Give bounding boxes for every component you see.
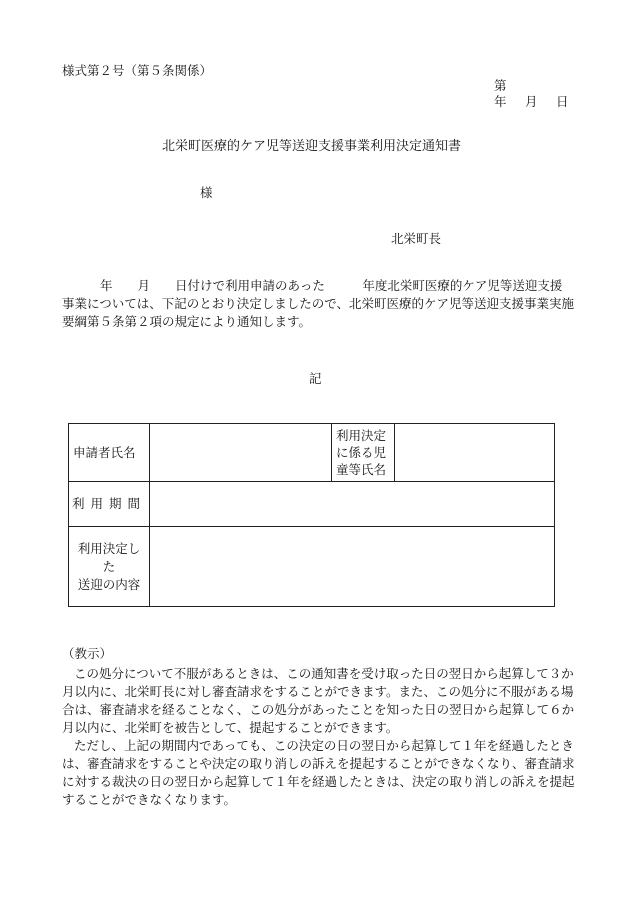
transport-content-label: [69, 527, 150, 607]
child-name-cell: [395, 424, 555, 482]
decision-table: [68, 423, 555, 607]
transport-content-label-line-1: 利用決定した: [77, 540, 141, 574]
body-text: [62, 277, 577, 331]
child-name-label-line-1: 利用決定: [336, 428, 387, 443]
notice-heading: （教示）: [62, 646, 113, 661]
addressee-suffix: 様: [200, 185, 213, 200]
document-title: 北栄町医療的ケア児等送迎支援事業利用決定通知書: [162, 139, 462, 154]
date-month-label: 月: [525, 94, 538, 109]
ki-heading: 記: [309, 371, 322, 386]
issuer-name: 北栄町長: [391, 231, 442, 246]
date-day-label: 日: [556, 94, 569, 109]
body-line-1: 年 月 日付けで利用申請のあった 年度北栄町医療的ケア児等送迎支援: [100, 278, 563, 293]
applicant-name-label: 申請者氏名: [69, 424, 150, 482]
date-year-label: 年: [494, 94, 507, 109]
notice-paragraph-2: ただし、上記の期間内であっても、この決定の日の翌日から起算して１年を経過したときは、審査請求をすることや決定の取り消しの訴えを提起することができなくなり、審査請求に対する裁決の日の翌日から起算して１年を経過したときは、決定の取り消しの訴えを提起することができなくなります。: [62, 738, 575, 807]
usage-period-cell: [150, 482, 555, 527]
usage-period-label: 利用期間: [69, 482, 150, 527]
transport-content-label-line-2: 送迎の内容: [77, 576, 141, 592]
document-number-label: 第: [494, 78, 507, 93]
body-line-3: 要綱第５条第２項の規定により通知します。: [62, 314, 312, 329]
applicant-name-cell: [150, 424, 332, 482]
notice-text: [62, 665, 576, 809]
child-name-label-line-2: に係る児: [336, 445, 387, 460]
notice-paragraph-1: この処分について不服があるときは、この通知書を受け取った日の翌日から起算して３か月以内に、北栄町長に対し審査請求をすることができます。また、この処分に不服がある場合は、審査請求を経ることなく、この処分があったことを知った日の翌日から起算して６か月以内に、北栄町を被告として、提起することができます。: [62, 666, 575, 735]
body-line-2: 事業については、下記のとおり決定しましたので、北栄町医療的ケア児等送迎支援事業実施: [62, 296, 575, 311]
child-name-label-line-3: 童等氏名: [336, 462, 387, 477]
transport-content-cell: [150, 527, 555, 607]
form-number: 様式第２号（第５条関係）: [62, 63, 213, 78]
child-name-label: [332, 424, 395, 482]
